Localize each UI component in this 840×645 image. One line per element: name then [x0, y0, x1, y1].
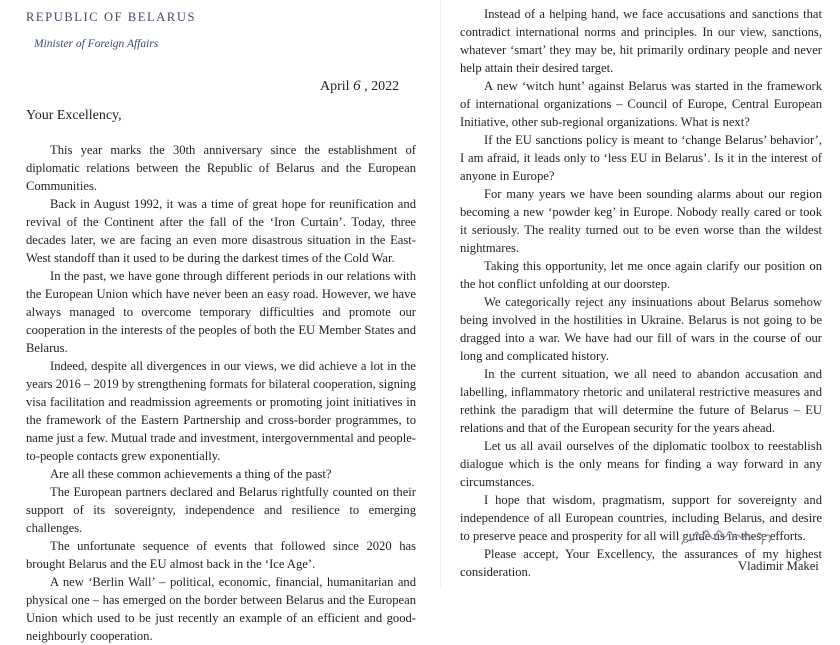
country-name: REPUBLIC OF BELARUS [26, 10, 197, 24]
date-month: April [320, 79, 350, 94]
paragraph: The unfortunate sequence of events that followed since 2020 has brought Belarus and the EU almost back in the ‘Ice Age’. [26, 539, 416, 571]
left-body-text [26, 141, 416, 645]
paragraph: I hope that wisdom, pragmatism, support for sovereignty and independence of all European countries, including Belarus, and desire to preserve peace and prosperity for all will guide us in these efforts. [460, 493, 822, 543]
paragraph: Let us all avail ourselves of the diplomatic toolbox to reestablish dialogue which is the only means for finding a way forward in any circumstances. [460, 439, 822, 489]
salutation: Your Excellency, [26, 108, 122, 123]
paragraph: A new ‘witch hunt’ against Belarus was started in the framework of international organizations – Council of Europe, Central European Initiative, other sub-regional organizations. What is next? [460, 79, 822, 129]
paragraph: In the current situation, we all need to abandon accusation and labelling, inflammatory rhetoric and unilateral restrictive measures and rethink the paradigm that will determine the future of Belarus – EU relations and that of the European security for the years ahead. [460, 367, 822, 435]
paragraph: In the past, we have gone through different periods in our relations with the European Union which have never been an easy road. However, we have always managed to overcome temporary difficulties and promote our cooperation in the interests of the peoples of both the EU Member States and Belarus. [26, 269, 416, 355]
paragraph: If the EU sanctions policy is meant to ‘change Belarus’ behavior’, I am afraid, it leads only to ‘less EU in Belarus’. Is it in the interest of anyone in Europe? [460, 133, 822, 183]
letterhead [26, 10, 197, 50]
paragraph: Please accept, Your Excellency, the assurances of my highest consideration. [460, 547, 822, 579]
paragraph: Taking this opportunity, let me once again clarify our position on the hot conflict unfolding at our doorstep. [460, 259, 822, 291]
paragraph: Indeed, despite all divergences in our views, we did achieve a lot in the years 2016 – 2019 by strengthening formats for bilateral cooperation, signing visa facilitation and readmission agreements or promoting joint initiatives in the framework of the Eastern Partnership and cross-border programmes, to name just a few. Mutual trade and investment, intergovernmental and people-to-people contacts grew exponentially. [26, 359, 416, 463]
right-body-text [460, 5, 822, 581]
letter-date [320, 78, 399, 95]
page-fold-divider [440, 0, 441, 588]
paragraph: Are all these common achievements a thing of the past? [50, 467, 332, 481]
date-year: , 2022 [364, 79, 400, 94]
paragraph: The European partners declared and Belarus rightfully counted on their support of its sovereignty, independence and resilience to emerging challenges. [26, 485, 416, 535]
paragraph: This year marks the 30th anniversary since the establishment of diplomatic relations between the Republic of Belarus and the European Communities. [26, 143, 416, 193]
paragraph: Back in August 1992, it was a time of great hope for reunification and revival of the Continent after the fall of the ‘Iron Curtain’. Today, three decades later, we are facing an even more disastrous situation in the East-West standoff than it used to be during the darkest times of the Cold War. [26, 197, 416, 265]
paragraph: A new ‘Berlin Wall’ – political, economic, financial, humanitarian and physical one – has emerged on the border between Belarus and the European Union which used to be just recently an example of an efficient and good-neighbourly cooperation. [26, 575, 416, 643]
paragraph: We categorically reject any insinuations about Belarus somehow being involved in the hostilities in Ukraine. Belarus is not going to be dragged into a war. We have had our fill of wars in the course of our long and complicated history. [460, 295, 822, 363]
signatory-name: Vladimir Makei [738, 559, 819, 573]
office-title: Minister of Foreign Affairs [34, 38, 159, 50]
handwritten-signature [678, 522, 778, 554]
signature-icon [678, 522, 778, 554]
paragraph: Instead of a helping hand, we face accusations and sanctions that contradict international norms and principles. In our view, sanctions, whatever ‘smart’ they may be, hit primarily ordinary people and never help attain their desired target. [460, 7, 822, 75]
date-day: 6 [353, 78, 361, 94]
paragraph: For many years we have been sounding alarms about our region becoming a new ‘powder keg’ in Europe. Nobody really cared or took it seriously. The reality turned out to be even worse than the wildest nightmares. [460, 187, 822, 255]
